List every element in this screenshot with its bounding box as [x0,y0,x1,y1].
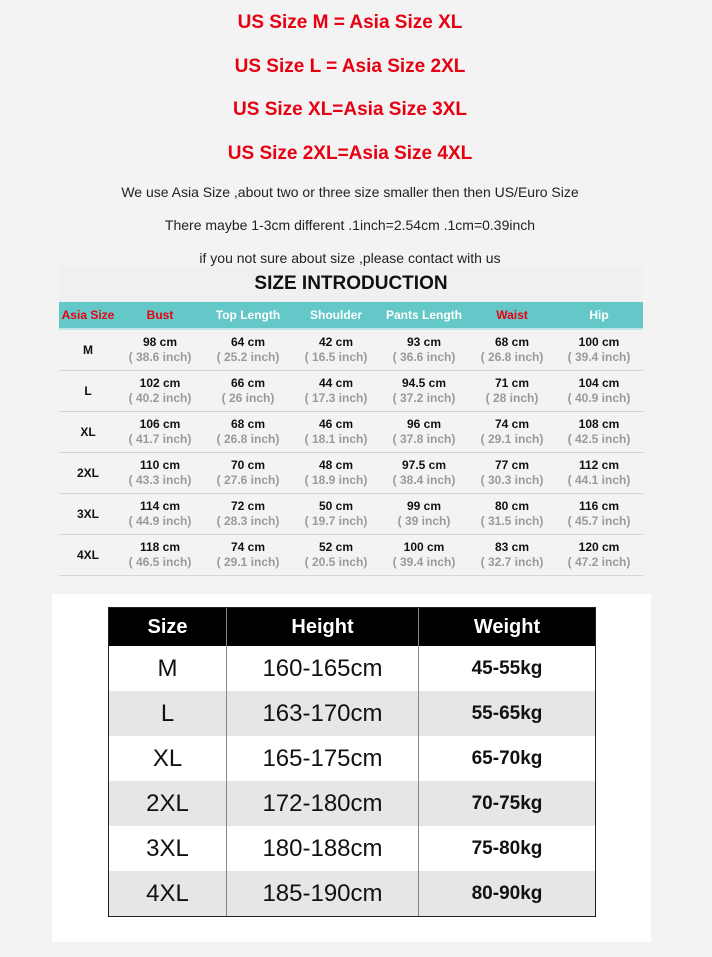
intro-measure-cell [117,371,203,411]
measure-inch: ( 19.7 inch) [304,514,368,528]
measure-inch: ( 38.6 inch) [128,350,192,364]
intro-measure-cell [293,412,379,452]
intro-row [59,535,643,576]
size-introduction-header [59,302,643,330]
measure-cm: 110 cm [139,458,181,472]
measure-cm: 77 cm [494,458,530,472]
measure-inch: ( 28.3 inch) [216,514,280,528]
measure-inch: ( 40.9 inch) [567,391,631,405]
intro-measure-cell [555,371,643,411]
conversion-line-l: US Size L = Asia Size 2XL [234,56,466,77]
intro-measure-cell [469,330,555,370]
hw-weight-cell: 45-55kg [418,646,595,691]
measure-inch: ( 29.1 inch) [216,555,280,569]
note-contact: if you not sure about size ,please contact with us [199,250,501,266]
hw-height-cell: 165-175cm [226,736,418,781]
measure-inch: ( 36.6 inch) [392,350,456,364]
intro-row [59,412,643,453]
intro-size-cell: L [84,383,92,398]
hw-size-cell: 4XL [146,880,189,907]
measure-cm: 50 cm [318,499,354,513]
measure-cm: 96 cm [406,417,442,431]
intro-measure-cell [117,412,203,452]
size-introduction-title: SIZE INTRODUCTION [59,266,643,302]
height-weight-table [108,607,596,917]
measure-inch: ( 25.2 inch) [216,350,280,364]
measure-cm: 68 cm [230,417,266,431]
measure-cm: 71 cm [494,376,530,390]
hw-height-cell: 180-188cm [226,826,418,871]
measure-cm: 98 cm [142,335,178,349]
intro-header-cell: Waist [496,308,528,322]
height-weight-header [109,608,595,646]
intro-measure-cell [117,494,203,534]
measure-inch: ( 42.5 inch) [567,432,631,446]
measure-inch: ( 47.2 inch) [567,555,631,569]
intro-measure-cell [379,453,469,493]
height-weight-row [109,736,595,781]
measure-cm: 102 cm [139,376,181,390]
hw-size-cell: L [160,700,175,727]
intro-header-cell: Hip [589,308,609,322]
header-size: Size [147,616,188,638]
measure-inch: ( 40.2 inch) [128,391,192,405]
intro-measure-cell [379,535,469,575]
height-weight-row [109,781,595,826]
intro-row [59,494,643,535]
intro-row [59,371,643,412]
intro-measure-cell [469,453,555,493]
measure-inch: ( 31.5 inch) [480,514,544,528]
measure-inch: ( 18.1 inch) [304,432,368,446]
measure-cm: 80 cm [494,499,530,513]
measure-cm: 118 cm [139,540,181,554]
intro-measure-cell [117,330,203,370]
intro-measure-cell [293,330,379,370]
intro-measure-cell [555,494,643,534]
measure-cm: 46 cm [318,417,354,431]
height-weight-row [109,691,595,736]
measure-cm: 70 cm [230,458,266,472]
intro-measure-cell [203,371,293,411]
hw-weight-cell: 55-65kg [418,691,595,736]
measure-inch: ( 26.8 inch) [216,432,280,446]
header-height: Height [226,608,418,646]
intro-measure-cell [555,453,643,493]
conversion-line-xl: US Size XL=Asia Size 3XL [233,99,467,120]
intro-measure-cell [117,453,203,493]
hw-weight-cell: 80-90kg [418,871,595,916]
intro-measure-cell [293,535,379,575]
measure-cm: 66 cm [230,376,266,390]
intro-row [59,453,643,494]
measure-inch: ( 45.7 inch) [567,514,631,528]
intro-header-cell: Asia Size [61,308,115,322]
measure-inch: ( 44.9 inch) [128,514,192,528]
hw-weight-cell: 65-70kg [418,736,595,781]
intro-measure-cell [555,412,643,452]
measure-cm: 64 cm [230,335,266,349]
intro-header-cell: Pants Length [385,308,462,322]
measure-inch: ( 26 inch) [221,391,275,405]
measure-cm: 44 cm [318,376,354,390]
measure-cm: 104 cm [578,376,620,390]
measure-cm: 99 cm [406,499,442,513]
measure-inch: ( 39.4 inch) [392,555,456,569]
measure-inch: ( 39 inch) [397,514,451,528]
intro-measure-cell [203,453,293,493]
hw-size-cell: 2XL [146,790,189,817]
measure-cm: 112 cm [578,458,620,472]
measure-inch: ( 38.4 inch) [392,473,456,487]
intro-measure-cell [379,330,469,370]
measure-inch: ( 37.8 inch) [392,432,456,446]
hw-size-cell: XL [152,745,183,772]
measure-cm: 94.5 cm [401,376,447,390]
measure-inch: ( 18.9 inch) [304,473,368,487]
intro-header-cell: Top Length [215,308,281,322]
hw-height-cell: 185-190cm [226,871,418,916]
measure-inch: ( 41.7 inch) [128,432,192,446]
measure-inch: ( 26.8 inch) [480,350,544,364]
measure-cm: 83 cm [494,540,530,554]
intro-measure-cell [203,412,293,452]
measure-cm: 108 cm [578,417,620,431]
intro-measure-cell [555,330,643,370]
measure-inch: ( 30.3 inch) [480,473,544,487]
measure-inch: ( 46.5 inch) [128,555,192,569]
hw-weight-cell: 70-75kg [418,781,595,826]
intro-header-cell: Shoulder [309,308,362,322]
intro-size-cell: M [83,342,93,357]
measure-cm: 48 cm [318,458,354,472]
intro-size-cell: 2XL [76,465,99,480]
measure-cm: 116 cm [578,499,620,513]
size-introduction-table [59,266,643,576]
intro-measure-cell [293,494,379,534]
measure-cm: 68 cm [494,335,530,349]
measure-cm: 100 cm [403,540,445,554]
hw-height-cell: 163-170cm [226,691,418,736]
hw-size-cell: 3XL [146,835,189,862]
note-measurement: There maybe 1-3cm different .1inch=2.54cm .1cm=0.39inch [164,217,536,233]
height-weight-row [109,871,595,916]
intro-size-cell: 3XL [76,506,99,521]
measure-cm: 42 cm [318,335,354,349]
measure-cm: 74 cm [494,417,530,431]
measure-cm: 93 cm [406,335,442,349]
measure-cm: 120 cm [578,540,620,554]
intro-measure-cell [555,535,643,575]
size-introduction-body [59,330,643,576]
measure-cm: 52 cm [318,540,354,554]
measure-inch: ( 27.6 inch) [216,473,280,487]
hw-height-cell: 160-165cm [226,646,418,691]
measure-inch: ( 20.5 inch) [304,555,368,569]
intro-measure-cell [469,412,555,452]
height-weight-row [109,826,595,871]
intro-measure-cell [293,371,379,411]
header-weight: Weight [418,608,595,646]
hw-size-cell: M [157,655,178,682]
conversion-line-2xl: US Size 2XL=Asia Size 4XL [227,143,473,164]
measure-inch: ( 29.1 inch) [480,432,544,446]
intro-measure-cell [469,494,555,534]
measure-cm: 100 cm [578,335,620,349]
height-weight-panel [52,594,651,942]
intro-measure-cell [379,371,469,411]
measure-inch: ( 39.4 inch) [567,350,631,364]
intro-size-cell: 4XL [76,547,99,562]
hw-weight-cell: 75-80kg [418,826,595,871]
intro-measure-cell [293,453,379,493]
measure-cm: 72 cm [230,499,266,513]
intro-measure-cell [203,494,293,534]
hw-height-cell: 172-180cm [226,781,418,826]
intro-measure-cell [379,412,469,452]
intro-measure-cell [203,535,293,575]
intro-measure-cell [469,535,555,575]
measure-cm: 114 cm [139,499,181,513]
intro-measure-cell [379,494,469,534]
intro-measure-cell [117,535,203,575]
measure-cm: 106 cm [139,417,181,431]
measure-inch: ( 28 inch) [485,391,539,405]
intro-header-cell: Bust [146,308,174,322]
intro-measure-cell [203,330,293,370]
measure-cm: 97.5 cm [401,458,447,472]
measure-inch: ( 37.2 inch) [392,391,456,405]
measure-inch: ( 44.1 inch) [567,473,631,487]
measure-cm: 74 cm [230,540,266,554]
intro-measure-cell [469,371,555,411]
note-asia-size: We use Asia Size ,about two or three size smaller then then US/Euro Size [121,184,579,200]
intro-row [59,330,643,371]
measure-inch: ( 17.3 inch) [304,391,368,405]
height-weight-row [109,646,595,691]
conversion-line-m: US Size M = Asia Size XL [237,12,463,33]
measure-inch: ( 32.7 inch) [480,555,544,569]
height-weight-body [109,646,595,916]
intro-size-cell: XL [80,424,96,439]
measure-inch: ( 43.3 inch) [128,473,192,487]
measure-inch: ( 16.5 inch) [304,350,368,364]
